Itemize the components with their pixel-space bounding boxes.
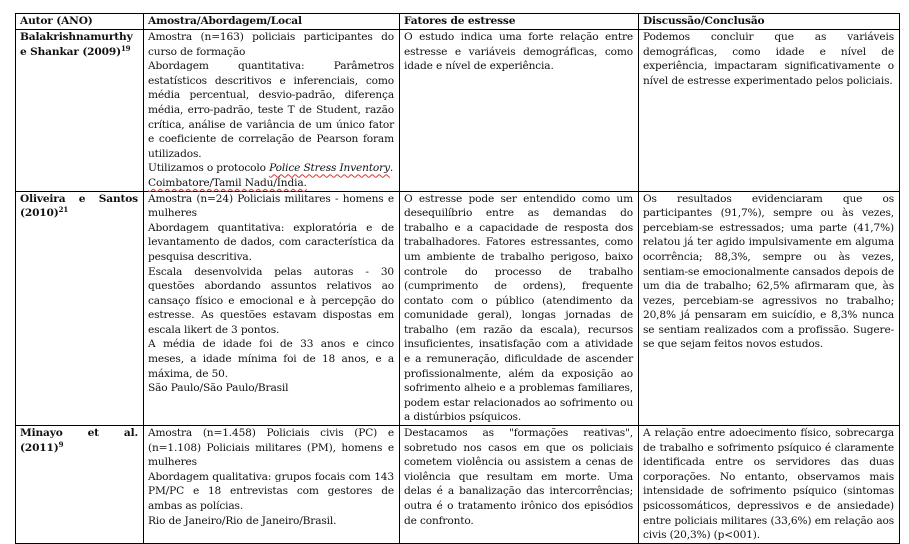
amostra-cell bbox=[144, 30, 400, 192]
amostra-cell bbox=[144, 426, 400, 544]
amostra-paragraph: A média de idade foi de 33 anos e cinco meses, a idade mínima foi de 18 anos, e a máxima, de 50. bbox=[148, 338, 394, 380]
header-discussao: Discussão/Conclusão bbox=[639, 14, 900, 30]
author-cell bbox=[16, 30, 144, 192]
amostra-paragraph: Amostra (n=1.458) Policiais civis (PC) e (n=1.108) Policiais militares (PM), homens e mulheres bbox=[148, 427, 394, 469]
protocol-text: Utilizamos o protocolo bbox=[148, 162, 266, 175]
amostra-paragraph: Amostra (n=24) Policiais militares - homens e mulheres bbox=[148, 192, 394, 220]
discussao-cell: Os resultados evidenciaram que os participantes (91,7%), sempre ou às vezes, percebiam-se estressados; uma parte (41,7%) relatou já ter agido impulsivamente em alguma ocorrência; 88,3%, sempre ou às vezes, sentiam-se emocionalmente cansados depois de um dia de trabalho; 62,5% afirmaram que, às vezes, percebiam-se agressivos no trabalho; 20,8% já pensaram em suicídio, e 8,3% nunca se sentiam realizados com a profissão. Sugere-se que sejam feitos novos estudos. bbox=[639, 191, 900, 426]
table-header-row bbox=[16, 14, 900, 30]
author-name: Oliveira e Santos (2010) bbox=[20, 192, 138, 220]
table-row bbox=[16, 30, 900, 192]
fatores-cell: Destacamos as "formações reativas", sobretudo nos casos em que os policiais cometem violência ou assistem a cenas de violência que resultam em morte. Uma delas é a banalização das intercorrências; outra é o tratamento irônico dos episódios de confronto. bbox=[400, 426, 639, 544]
discussao-cell: A relação entre adoecimento físico, sobrecarga de trabalho e sofrimento psíquico é claramente identificada entre os servidores das duas corporações. No entanto, observamos mais intensidade de sofrimento psíquico (sintomas psicossomáticos, depressivos e de ansiedade) entre policiais militares (33,6%) em relação aos civis (20,3%) (p<001). bbox=[639, 426, 900, 544]
discussao-cell: Podemos concluir que as variáveis demográficas, como idade e nível de experiência, impactaram significativamente o nível de estresse experimentado pelos policiais. bbox=[639, 30, 900, 192]
reference-number: 21 bbox=[58, 205, 69, 215]
header-autor: Autor (ANO) bbox=[16, 14, 144, 30]
location: Coimbatore/Tamil Nadu/Índia. bbox=[148, 176, 307, 189]
fatores-cell: O estudo indica uma forte relação entre estresse e variáveis demográficas, como idade e nível de experiência. bbox=[400, 30, 639, 192]
amostra-paragraph: Abordagem quantitativa: Parâmetros estatísticos descritivos e inferenciais, como média percentual, desvio-padrão, diferença média, erro-padrão, teste T de Student, razão crítica, análise de variância de um único fator e coeficiente de correlação de Pearson foram utilizados. bbox=[148, 60, 394, 160]
author-cell bbox=[16, 191, 144, 426]
header-fatores: Fatores de estresse bbox=[400, 14, 639, 30]
amostra-paragraph: Amostra (n=163) policiais participantes do curso de formação bbox=[148, 31, 394, 58]
table-row bbox=[16, 191, 900, 426]
reference-number: 19 bbox=[120, 43, 131, 53]
header-amostra: Amostra/Abordagem/Local bbox=[144, 14, 400, 30]
author-name: Balakrishnamurthy e Shankar (2009) bbox=[20, 31, 133, 58]
studies-table bbox=[15, 13, 900, 544]
location: Rio de Janeiro/Rio de Janeiro/Brasil. bbox=[148, 514, 337, 527]
table-row bbox=[16, 426, 900, 544]
fatores-cell: O estresse pode ser entendido como um desequilíbrio entre as demandas do trabalho e a capacidade de resposta dos trabalhadores. Fatores estressantes, como um ambiente de trabalho perigoso, baixo controle do processo de trabalho (cumprimento de ordens), frequente contato com o público (atendimento da comunidade geral), longas jornadas de trabalho (em razão da escala), recursos insuficientes, insatisfação com a atividade e a remuneração, dificuldade de ascender profissionalmente, além da exposição ao sofrimento alheio e a problemas familiares, podem estar relacionados ao sofrimento ou a distúrbios psíquicos. bbox=[400, 191, 639, 426]
reference-number: 9 bbox=[58, 439, 64, 449]
location: São Paulo/São Paulo/Brasil bbox=[148, 382, 289, 395]
protocol-name: Police Stress Inventory bbox=[269, 162, 390, 175]
amostra-paragraph: Abordagem quantitativa: exploratória e de levantamento de dados, com característica da pesquisa descritiva. bbox=[148, 221, 394, 263]
amostra-paragraph: Escala desenvolvida pelas autoras - 30 questões abordando assuntos relativos ao cansaço físico e emocional e à percepção do estresse. As questões estavam dispostas em escala likert de 3 pontos. bbox=[148, 265, 394, 336]
punctuation: . bbox=[389, 162, 394, 175]
author-cell bbox=[16, 426, 144, 544]
amostra-paragraph: Abordagem qualitativa: grupos focais com 143 PM/PC e 18 entrevistas com gestores de ambas as polícias. bbox=[148, 470, 394, 512]
amostra-paragraph bbox=[148, 161, 394, 176]
author-name: Minayo et al. (2011) bbox=[20, 427, 138, 454]
amostra-cell bbox=[144, 191, 400, 426]
